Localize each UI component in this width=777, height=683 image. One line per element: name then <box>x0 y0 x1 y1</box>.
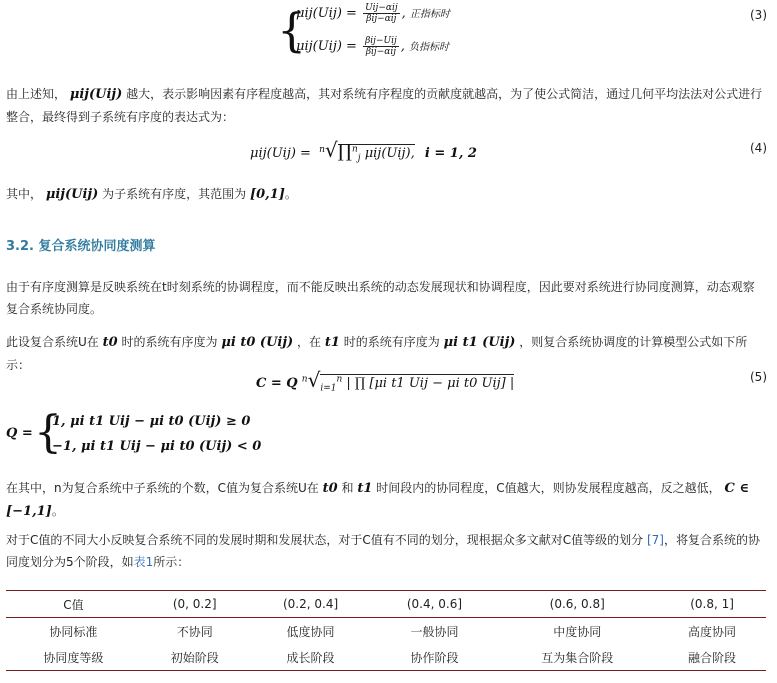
paragraph-1: 由上述知， μij(Uij) 越大，表示影响因素有序程度越高，其对系统有序程度的贡献度就越高，为了使公式简洁，通过几何平均法法对公式进行整合，最终得到子系统有序度的表达式为： <box>6 87 763 124</box>
eq3-line1: μij(Uij) = $\frac{\text{Uij−αij}}{\text{βij−αij}}$ , 正指标时 <box>296 3 450 24</box>
table-row <box>6 644 766 671</box>
table-cell: 中度协同 <box>553 624 602 639</box>
table-cell: 低度协同 <box>286 624 335 639</box>
eq-q-lhs: Q = <box>6 426 33 441</box>
table-cell: 协作阶段 <box>410 650 459 665</box>
eq5: C = Q $^n√_{i=1}^n$ | ∏ [μi t1 Uij − μi t0 Uij] | <box>256 368 515 394</box>
table-cell: 协同标准 <box>49 624 98 639</box>
eq-q-case2: −1, μi t1 Uij − μi t0 (Uij) < 0 <box>52 439 262 454</box>
section-heading: 3.2. 复合系统协同度测算 <box>6 239 156 254</box>
paragraph-4: 此设复合系统U在 t0 时的系统有序度为 μi t0 (Uij) ，在 t1 时的系统有序度为 μi t1 (Uij) ，则复合系统协调度的计算模型公式如下所示： <box>6 335 748 372</box>
table-header-cell: (0.6, 0.8] <box>549 597 605 611</box>
paragraph-5: 在其中，n为复合系统中子系统的个数，C值为复合系统U在 t0 和 t1 时间段内的协同程度，C值越大，则协发展程度越高，反之越低， C ∈ [−1,1]。 <box>6 481 749 519</box>
eq5-number: (5) <box>750 370 767 384</box>
eq3-line2: μij(Uij) = $\frac{\text{βij−Uij}}{\text{βij−αij}}$ , 负指标时 <box>296 36 450 57</box>
eq4: μij(Uij) = $^n$√∏$^n_j$ μij(Uij), i = 1, 2 <box>250 138 477 164</box>
paragraph-2: 其中， μij(Uij) 为子系统有序度，其范围为 [0,1]。 <box>6 187 297 202</box>
table-header-cell: (0, 0.2] <box>172 597 217 611</box>
eq-q-brace: { <box>34 407 62 458</box>
paragraph-3: 由于有序度测算是反映系统在t时刻系统的协调程度，而不能反映出系统的动态发展现状和协调程度，因此要对系统进行协同度测算，动态观察复合系统协同度。 <box>6 280 755 316</box>
table-cell: 融合阶段 <box>688 650 737 665</box>
table-cell: 高度协同 <box>688 624 737 639</box>
table-link[interactable]: 表1 <box>133 555 154 569</box>
table-header-cell: (0.2, 0.4] <box>282 597 339 611</box>
paragraph-6: 对于C值的不同大小反映复合系统不同的发展时期和发展状态，对于C值有不同的划分，现根据众多文献对C值等级的划分 [7]，将复合系统的协同度划分为5个阶段，如表1所示： <box>6 533 760 569</box>
table-cell: 初始阶段 <box>170 650 219 665</box>
table-cell: 成长阶段 <box>286 650 335 665</box>
eq3-number: (3) <box>750 8 767 22</box>
table-row <box>6 618 766 645</box>
table-cell: 协同度等级 <box>43 650 104 665</box>
table-cell: 一般协同 <box>410 624 459 639</box>
citation-link[interactable]: [7] <box>646 533 664 547</box>
eq3-brace: { <box>277 3 307 57</box>
table-header-row <box>6 591 766 618</box>
table-header-cell: C值 <box>63 597 84 612</box>
eq4-number: (4) <box>750 141 767 155</box>
table-header-cell: (0.8, 1] <box>690 597 734 611</box>
eq-q-case1: 1, μi t1 Uij − μi t0 (Uij) ≥ 0 <box>52 414 251 429</box>
table-header-cell: (0.4, 0.6] <box>406 597 463 611</box>
coordination-levels-table <box>6 590 766 671</box>
table-cell: 互为集合阶段 <box>541 650 614 665</box>
table-cell: 不协同 <box>176 624 213 639</box>
